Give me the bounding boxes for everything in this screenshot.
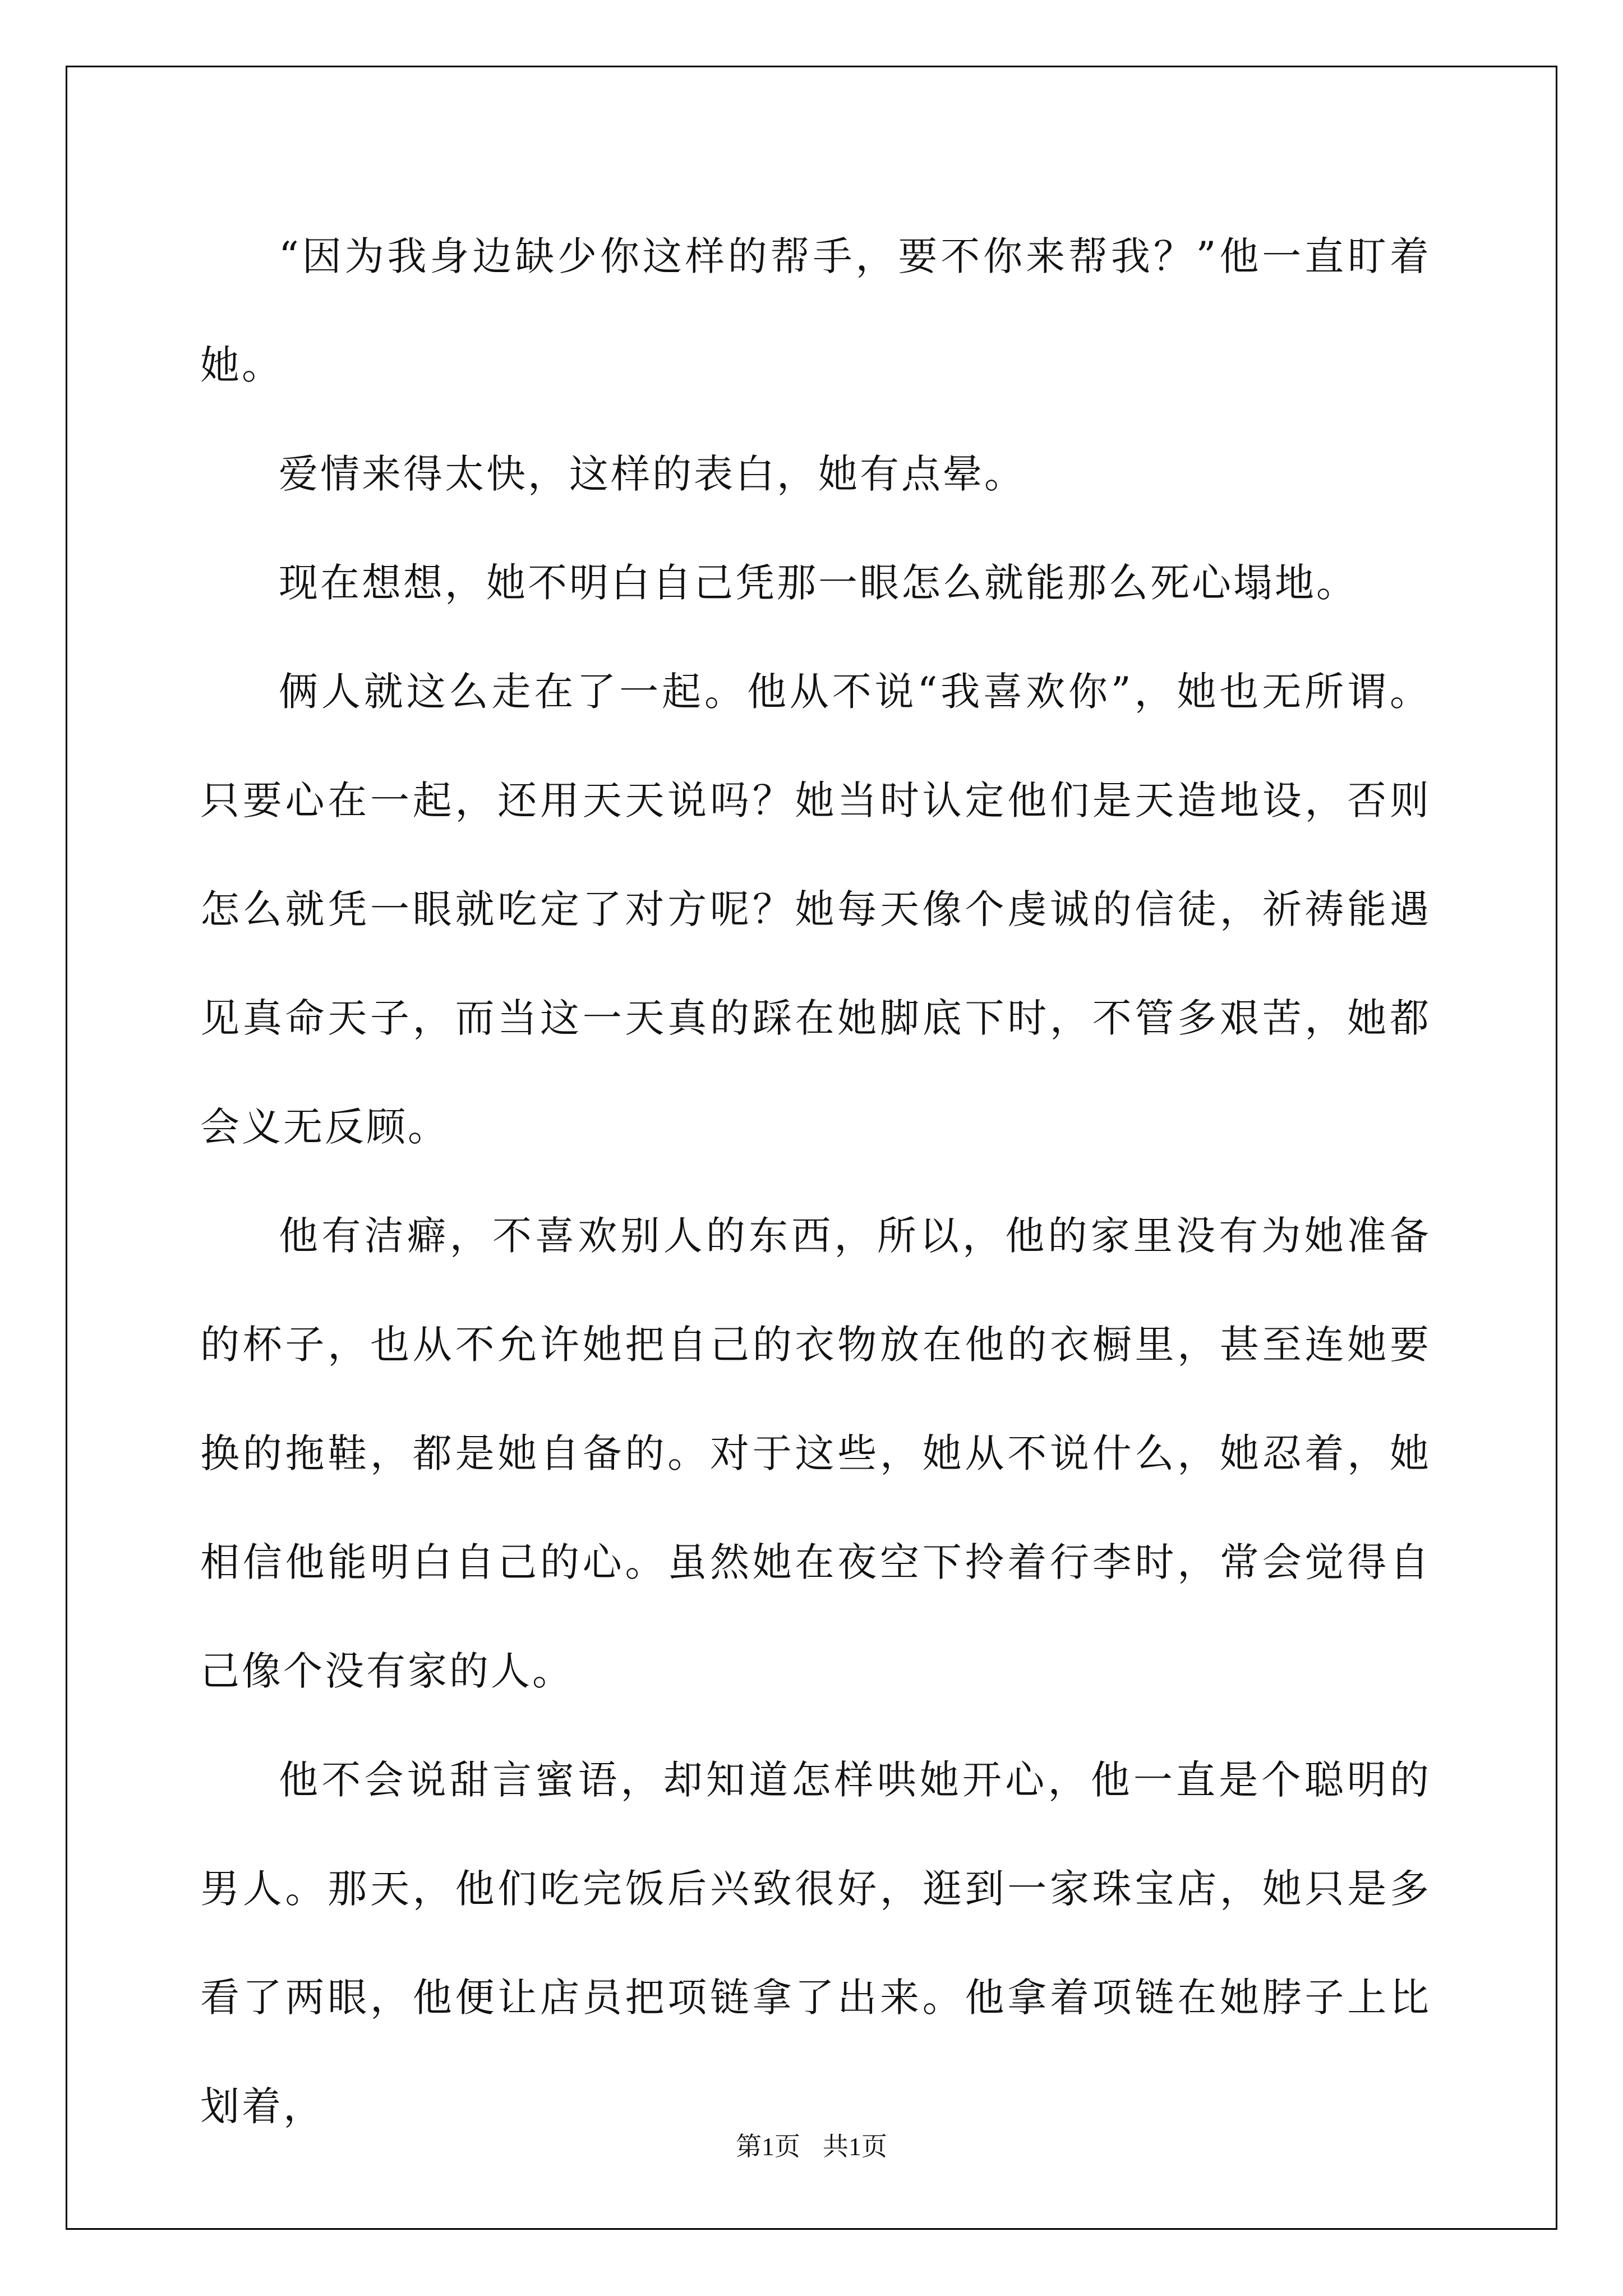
paragraph: 他有洁癖，不喜欢别人的东西，所以，他的家里没有为她准备的杯子，也从不允许她把自己的衣物放在他的衣橱里，甚至连她要换的拖鞋，都是她自备的。对于这些，她从不说什么，她忍着，她相信他能明白自己的心。虽然她在夜空下拎着行李时，常会觉得自己像个没有家的人。 [200, 1213, 1431, 1694]
paragraph: 爱情来得太快，这样的表白，她有点晕。 [279, 451, 1026, 497]
paragraph: 俩人就这么走在了一起。他从不说“我喜欢你”，她也无所谓。只要心在一起，还用天天说吗？她当时认定他们是天造地设，否则怎么就凭一眼就吃定了对方呢？她每天像个虔诚的信徒，祈祷能遇见真命天子，而当这一天真的踩在她脚底下时，不管多艰苦，她都会义无反顾。 [200, 669, 1431, 1150]
paragraph: 现在想想，她不明白自己凭那一眼怎么就能那么死心塌地。 [279, 560, 1358, 606]
paragraph: 他不会说甜言蜜语，却知道怎样哄她开心，他一直是个聪明的男人。那天，他们吃完饭后兴致很好，逛到一家珠宝店，她只是多看了两眼，他便让店员把项链拿了出来。他拿着项链在她脖子上比划着， [200, 1757, 1431, 2129]
paragraph: “因为我身边缺少你这样的帮手，要不你来帮我？”他一直盯着她。 [200, 233, 1431, 388]
document-body [200, 202, 1431, 2161]
page-footer [0, 2126, 1623, 2163]
page-total: 共1页 [823, 2132, 887, 2161]
page-number: 第1页 [736, 2132, 800, 2161]
